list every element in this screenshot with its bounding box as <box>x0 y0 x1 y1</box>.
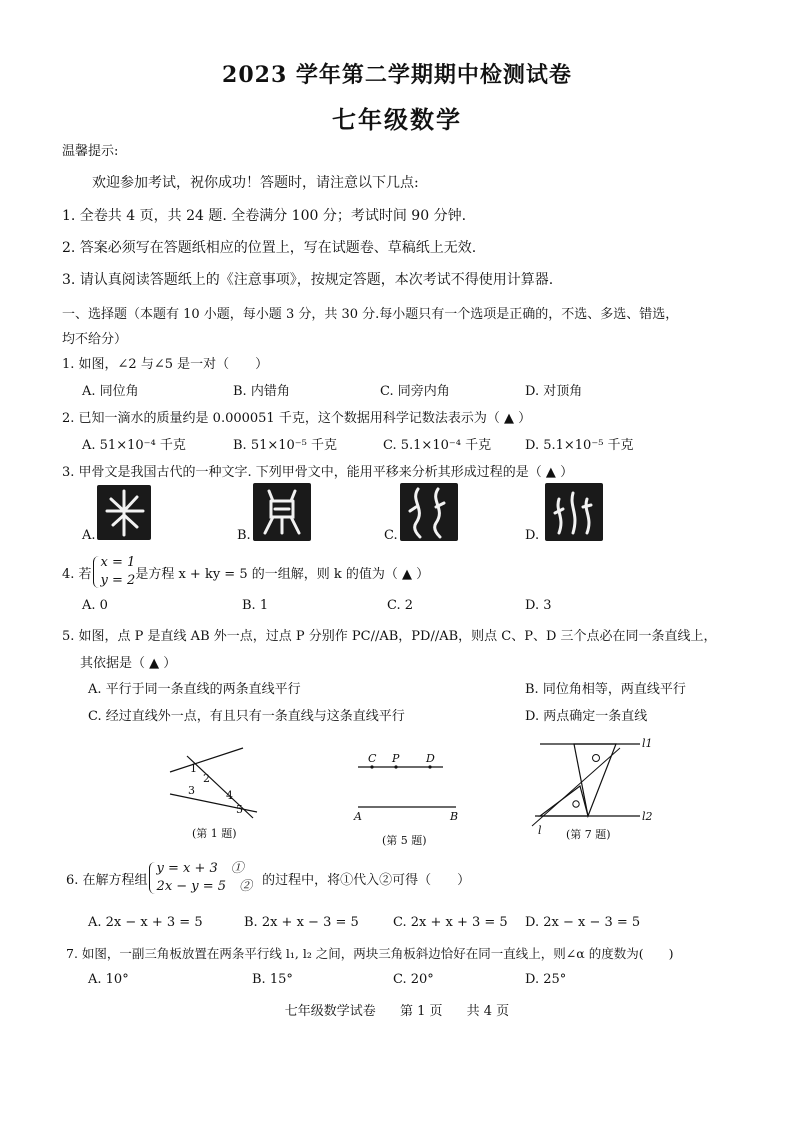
q5-option-b: B. 同位角相等，两直线平行 <box>525 682 686 697</box>
fig7-caption: (第 7 题) <box>566 828 611 841</box>
q6-equation-system <box>148 860 253 896</box>
q7-stem: 7. 如图，一副三角板放置在两条平行线 l₁, l₂ 之间，两块三角板斜边恰好在同一直线上，则∠α 的度数为( ) <box>66 946 674 961</box>
q7-option-b: B. 15° <box>252 972 293 987</box>
exam-title: 2023 学年第二学期期中检测试卷 <box>222 62 572 88</box>
q6-option-b: B. 2x + x − 3 = 5 <box>244 915 359 930</box>
q2-option-a: A. 51×10⁻⁴ 千克 <box>82 438 186 453</box>
q4-line <box>62 552 429 592</box>
q7-option-d: D. 25° <box>525 972 567 987</box>
q2-option-b: B. 51×10⁻⁵ 千克 <box>233 438 338 453</box>
q4-option-d: D. 3 <box>525 598 552 613</box>
tips-intro: 欢迎参加考试，祝你成功！答题时，请注意以下几点: <box>92 175 419 191</box>
q2-stem: 2. 已知一滴水的质量约是 0.000051 千克，这个数据用科学记数法表示为（ ▲ ） <box>62 411 532 426</box>
q4-eq1: x = 1 <box>100 555 136 570</box>
q3-option-a: A. <box>82 528 96 543</box>
section-heading-line2: 均不给分） <box>62 332 128 347</box>
fig1-angle-4: 4 <box>226 789 233 802</box>
fig7-line-l: l <box>538 824 542 837</box>
fig1-angle-5: 5 <box>236 803 243 816</box>
tips-item-3: 3. 请认真阅读答题纸上的《注意事项》，按规定答题，本次考试不得使用计算器. <box>62 272 554 288</box>
tips-item-1: 1. 全卷共 4 页，共 24 题. 全卷满分 100 分；考试时间 90 分钟. <box>62 208 467 224</box>
q6-eq1: y = x + 3 ① <box>156 861 244 876</box>
footer-total-pages: 共 4 页 <box>466 1004 510 1019</box>
q5-stem-line2: 其依据是（ ▲ ） <box>80 656 177 671</box>
q5-option-a: A. 平行于同一条直线的两条直线平行 <box>88 682 301 697</box>
page-footer <box>0 1000 794 1019</box>
q6-option-d: D. 2x − x − 3 = 5 <box>525 915 641 930</box>
q2-option-d: D. 5.1×10⁻⁵ 千克 <box>525 438 634 453</box>
fig5-point-b: B <box>450 810 459 823</box>
q6-line <box>66 858 470 898</box>
q6-eq2: 2x − y = 5 ② <box>156 879 253 894</box>
footer-page-number: 第 1 页 <box>399 1004 443 1019</box>
fig5-point-p: P <box>392 752 400 765</box>
q2-option-c: C. 5.1×10⁻⁴ 千克 <box>383 438 492 453</box>
oracle-glyph-b-image <box>253 483 311 541</box>
q4-option-b: B. 1 <box>242 598 269 613</box>
oracle-glyph-d-image <box>545 483 603 541</box>
exam-subtitle: 七年级数学 <box>332 105 462 134</box>
q1-option-b: B. 内错角 <box>233 384 290 399</box>
q4-prefix: 4. 若 <box>62 566 92 582</box>
fig5-point-a: A <box>354 810 362 823</box>
q3-stem: 3. 甲骨文是我国古代的一种文字. 下列甲骨文中，能用平移来分析其形成过程的是（ ▲ ） <box>62 465 574 480</box>
tips-item-2: 2. 答案必须写在答题纸相应的位置上，写在试题卷、草稿纸上无效. <box>62 240 477 256</box>
fig5-point-c: C <box>368 752 377 765</box>
q3-option-c: C. <box>384 528 398 543</box>
q7-option-a: A. 10° <box>88 972 129 987</box>
fig1-angle-1: 1 <box>190 762 197 775</box>
q6-option-c: C. 2x + x + 3 = 5 <box>393 915 508 930</box>
q1-stem: 1. 如图，∠2 与∠5 是一对（ ） <box>62 357 269 372</box>
q6-option-a: A. 2x − x + 3 = 5 <box>88 915 203 930</box>
q5-option-c: C. 经过直线外一点，有且只有一条直线与这条直线平行 <box>88 709 405 724</box>
q1-option-d: D. 对顶角 <box>525 384 583 399</box>
q5-option-d: D. 两点确定一条直线 <box>525 709 648 724</box>
fig1-angle-2: 2 <box>203 772 210 785</box>
figure-1-diagram <box>165 742 265 832</box>
q6-suffix: 的过程中，将①代入②可得（ ） <box>262 872 471 888</box>
q4-option-a: A. 0 <box>82 598 108 613</box>
oracle-glyph-a-image <box>97 485 151 540</box>
fig1-caption: (第 1 题) <box>192 827 237 840</box>
fig5-caption: (第 5 题) <box>382 834 427 847</box>
q1-option-a: A. 同位角 <box>82 384 139 399</box>
fig7-line-l2: l2 <box>642 810 653 823</box>
fig5-point-d: D <box>426 752 435 765</box>
q3-option-d: D. <box>525 528 540 543</box>
q6-prefix: 6. 在解方程组 <box>66 872 148 888</box>
figure-7-diagram <box>530 738 660 828</box>
q1-option-c: C. 同旁内角 <box>380 384 450 399</box>
q4-suffix: 是方程 x + ky = 5 的一组解，则 k 的值为（ ▲ ） <box>135 566 430 582</box>
fig1-angle-3: 3 <box>188 784 195 797</box>
q4-option-c: C. 2 <box>387 598 414 613</box>
tips-heading: 温馨提示: <box>62 144 119 159</box>
oracle-glyph-c-image <box>400 483 458 541</box>
q5-stem-line1: 5. 如图，点 P 是直线 AB 外一点，过点 P 分别作 PC//AB，PD//AB，则点 C、P、D 三个点必在同一条直线上， <box>62 629 717 644</box>
fig7-line-l1: l1 <box>642 737 653 750</box>
q7-option-c: C. 20° <box>393 972 434 987</box>
section-heading-line1: 一、选择题（本题有 10 小题，每小题 3 分，共 30 分.每小题只有一个选项是正确的，不选、多选、错选， <box>62 307 679 322</box>
q3-option-b: B. <box>237 528 251 543</box>
footer-exam-name: 七年级数学试卷 <box>284 1004 376 1019</box>
q4-eq2: y = 2 <box>100 573 136 588</box>
q4-equation-system <box>92 554 136 590</box>
